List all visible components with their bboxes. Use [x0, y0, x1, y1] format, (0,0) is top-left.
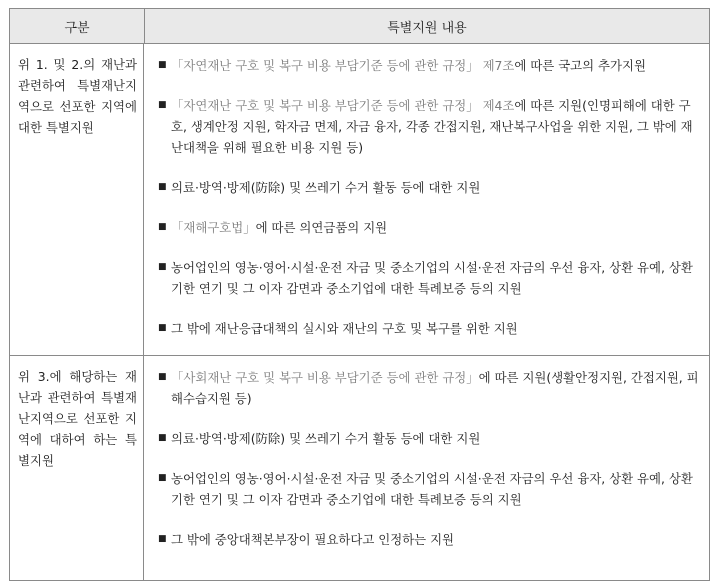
- list-item-body: [171, 318, 518, 339]
- row-support-list: [144, 356, 709, 580]
- row-category: 위 3.에 해당하는 재난과 관련하여 특별재난지역으로 선포한 지역에 대하여 하는 특별지원: [10, 356, 144, 580]
- list-item-body: [171, 95, 699, 158]
- square-bullet-icon: ■: [158, 182, 167, 192]
- square-bullet-icon: ■: [158, 222, 167, 232]
- table-row: [10, 44, 709, 355]
- row-support-list: [144, 44, 709, 355]
- list-item-text: 에 따른 지원(생활안정지원, 간접지원, 피해수습지원 등): [171, 370, 699, 406]
- square-bullet-icon: ■: [158, 262, 167, 272]
- list-item-text: 에 따른 의연금품의 지원: [255, 220, 388, 235]
- list-item-text: 그 밖에 중앙대책본부장이 필요하다고 인정하는 지원: [171, 532, 455, 547]
- legal-reference: 「사회재난 구호 및 복구 비용 부담기준 등에 관한 규정」: [171, 370, 479, 385]
- list-item: [158, 318, 699, 339]
- legal-reference: 「자연재난 구호 및 복구 비용 부담기준 등에 관한 규정」 제7조: [171, 58, 515, 73]
- table-header: [10, 9, 709, 44]
- list-item-body: [171, 55, 646, 76]
- list-item-text: 의료·방역·방제(防除) 및 쓰레기 수거 활동 등에 대한 지원: [171, 431, 481, 446]
- list-item-text: 의료·방역·방제(防除) 및 쓰레기 수거 활동 등에 대한 지원: [171, 180, 481, 195]
- square-bullet-icon: ■: [158, 372, 167, 382]
- support-table: [9, 8, 710, 581]
- list-item: [158, 367, 699, 409]
- list-item-body: [171, 177, 480, 198]
- square-bullet-icon: ■: [158, 100, 167, 110]
- list-item-body: [171, 257, 699, 299]
- list-item-body: [171, 367, 699, 409]
- header-category: 구분: [10, 9, 145, 43]
- list-item: [158, 95, 699, 158]
- list-item: [158, 468, 699, 510]
- square-bullet-icon: ■: [158, 534, 167, 544]
- list-item-body: [171, 428, 480, 449]
- list-item: [158, 529, 699, 550]
- square-bullet-icon: ■: [158, 323, 167, 333]
- square-bullet-icon: ■: [158, 473, 167, 483]
- list-item-text: 에 따른 국고의 추가지원: [514, 58, 646, 73]
- square-bullet-icon: ■: [158, 60, 167, 70]
- list-item-body: [171, 468, 699, 510]
- list-item: [158, 257, 699, 299]
- header-support-content: 특별지원 내용: [387, 20, 467, 36]
- table-row: [10, 355, 709, 580]
- list-item-body: [171, 217, 387, 238]
- list-item: [158, 55, 699, 76]
- square-bullet-icon: ■: [158, 433, 167, 443]
- list-item-text: 에 따른 지원(인명피해에 대한 구호, 생계안정 지원, 학자금 면제, 자금 융자, 각종 간접지원, 재난복구사업을 위한 지원, 그 밖에 재난대책을 위해 필요한 비용 지원 등): [171, 98, 693, 155]
- legal-reference: 「재해구호법」: [171, 220, 256, 235]
- list-item: [158, 428, 699, 449]
- row-category: 위 1. 및 2.의 재난과 관련하여 특별재난지역으로 선포한 지역에 대한 특별지원: [10, 44, 144, 355]
- list-item-text: 농어업인의 영농·영어·시설·운전 자금 및 중소기업의 시설·운전 자금의 우선 융자, 상환 유예, 상환 기한 연기 및 그 이자 감면과 중소기업에 대한 특례보증 등의 지원: [171, 471, 693, 507]
- list-item: [158, 217, 699, 238]
- list-item-text: 그 밖에 재난응급대책의 실시와 재난의 구호 및 복구를 위한 지원: [171, 321, 518, 336]
- list-item-body: [171, 529, 454, 550]
- list-item-text: 농어업인의 영농·영어·시설·운전 자금 및 중소기업의 시설·운전 자금의 우선 융자, 상환 유예, 상환 기한 연기 및 그 이자 감면과 중소기업에 대한 특례보증 등의 지원: [171, 260, 693, 296]
- legal-reference: 「자연재난 구호 및 복구 비용 부담기준 등에 관한 규정」 제4조: [171, 98, 515, 113]
- list-item: [158, 177, 699, 198]
